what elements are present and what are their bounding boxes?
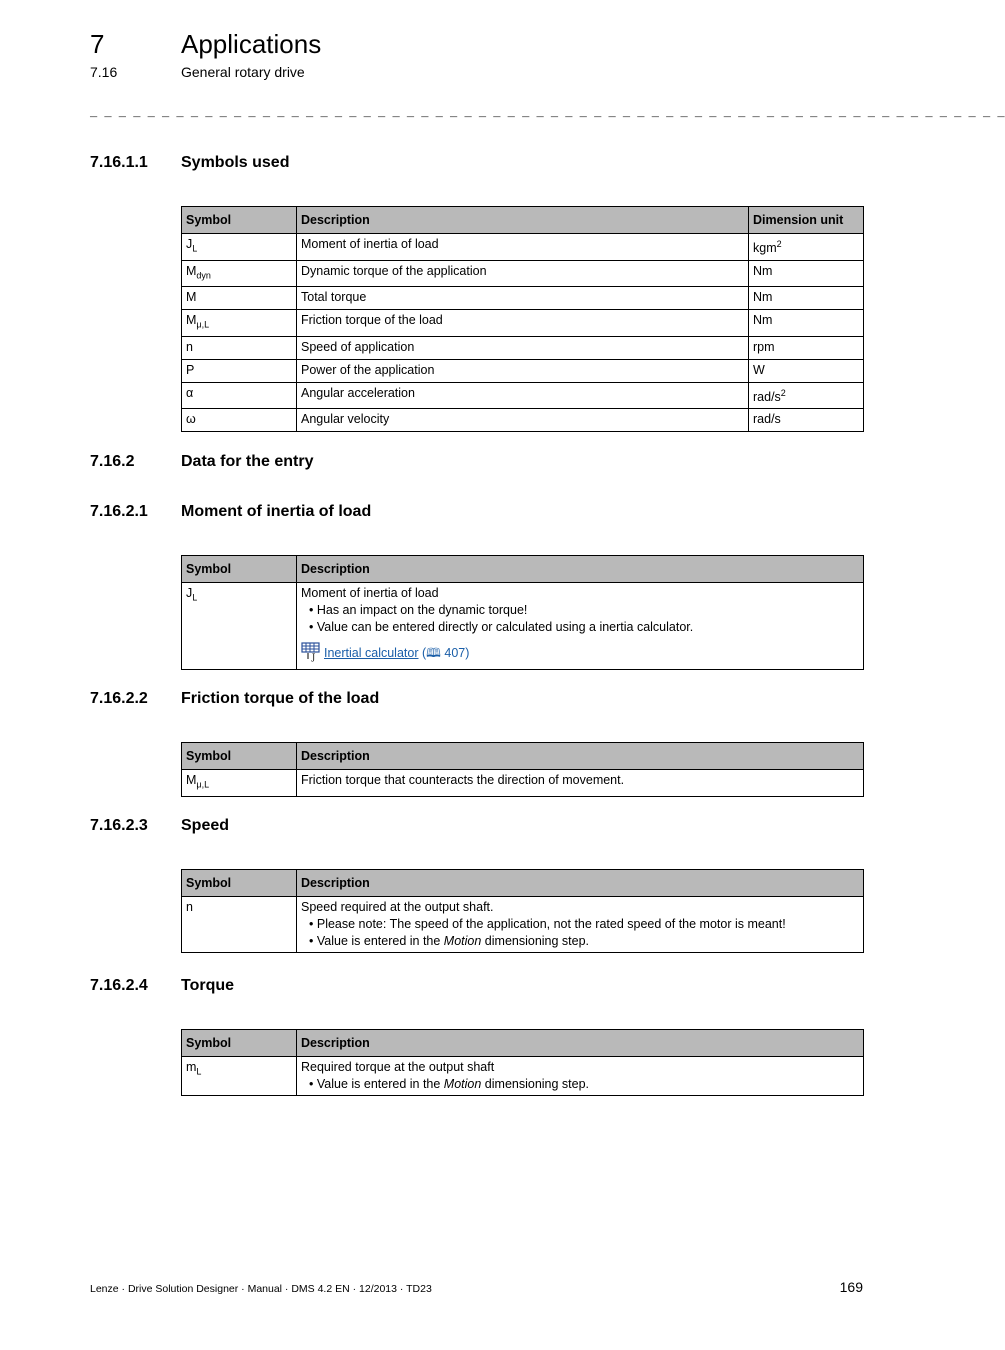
table-row <box>182 287 864 310</box>
description-cell: Friction torque that counteracts the direction of movement. <box>297 770 864 797</box>
footer-text: Lenze · Drive Solution Designer · Manual · DMS 4.2 EN · 12/2013 · TD23 <box>90 1283 432 1295</box>
symbol-cell: M <box>182 287 297 310</box>
friction-table <box>181 742 864 797</box>
column-header-symbol: Symbol <box>182 207 297 234</box>
table-row <box>182 234 864 261</box>
heading-inertia: Moment of inertia of load <box>181 503 372 520</box>
description-cell: Dynamic torque of the application <box>297 260 749 287</box>
bullet-list <box>301 916 859 950</box>
symbol-cell: $J_L$ <box>182 234 297 261</box>
column-header-description: Description <box>297 743 864 770</box>
column-header-description: Description <box>297 207 749 234</box>
unit-cell: rad/$s^2$ <box>749 382 864 408</box>
heading-number-speed: 7.16.2.3 <box>90 817 148 834</box>
description-cell: Angular velocity <box>297 408 749 431</box>
bullet-list <box>301 1076 859 1093</box>
header-rule: _ _ _ _ _ _ _ _ _ _ _ _ _ _ _ _ _ _ _ _ _ _ _ _ _ _ _ _ _ _ _ _ _ _ _ _ _ _ _ _ _ _ _ _ _ _ _ _ _ _ _ _ _ _ _ _ _ _ _ _ _ _ _ _ <box>90 106 1005 120</box>
table-row <box>182 260 864 287</box>
description-cell <box>297 1057 864 1096</box>
bullet-list <box>301 602 859 636</box>
description-cell <box>297 583 864 670</box>
unit-cell: kgm$^2$ <box>749 234 864 261</box>
heading-data-entry: Data for the entry <box>181 453 314 470</box>
speed-table <box>181 869 864 953</box>
table-header-row <box>182 743 864 770</box>
description-cell: Total torque <box>297 287 749 310</box>
description-cell: Power of the application <box>297 359 749 382</box>
book-icon: 🕮 <box>426 646 441 660</box>
column-header-description: Description <box>297 870 864 897</box>
unit-cell: Nm <box>749 310 864 337</box>
description-cell: Speed of application <box>297 336 749 359</box>
column-header-description: Description <box>297 556 864 583</box>
section-number: 7.16 <box>90 64 118 80</box>
chapter-title: Applications <box>181 29 322 59</box>
table-header-row <box>182 870 864 897</box>
description-cell: Moment of inertia of load <box>297 234 749 261</box>
heading-symbols-used: Symbols used <box>181 154 290 171</box>
inertial-calculator-link[interactable]: Inertial calculator <box>324 646 419 660</box>
unit-cell: rad/s <box>749 408 864 431</box>
table-row <box>182 336 864 359</box>
heading-number-symbols-used: 7.16.1.1 <box>90 154 148 171</box>
torque-table <box>181 1029 864 1096</box>
column-header-symbol: Symbol <box>182 1030 297 1057</box>
list-item: • Please note: The speed of the application, not the rated speed of the motor is meant! <box>309 916 859 933</box>
description-cell: Friction torque of the load <box>297 310 749 337</box>
svg-text:J: J <box>312 652 316 662</box>
inertia-link-line <box>301 642 859 665</box>
heading-number-data-entry: 7.16.2 <box>90 453 135 470</box>
description-cell: Angular acceleration <box>297 382 749 408</box>
heading-number-inertia: 7.16.2.1 <box>90 503 148 520</box>
column-header-dimension-unit: Dimension unit <box>749 207 864 234</box>
page-reference[interactable]: (🕮 407) <box>421 646 470 660</box>
table-row <box>182 897 864 953</box>
chapter-number: 7 <box>90 29 105 59</box>
table-row <box>182 408 864 431</box>
unit-cell: W <box>749 359 864 382</box>
heading-number-friction: 7.16.2.2 <box>90 690 148 707</box>
description-text: Speed required at the output shaft. <box>301 900 494 914</box>
section-title: General rotary drive <box>181 64 305 80</box>
table-header-row <box>182 1030 864 1057</box>
table-row <box>182 382 864 408</box>
column-header-symbol: Symbol <box>182 870 297 897</box>
heading-torque: Torque <box>181 977 235 994</box>
table-row <box>182 1057 864 1096</box>
symbol-cell: ω <box>182 408 297 431</box>
list-item: • Value can be entered directly or calculated using a inertia calculator. <box>309 619 859 636</box>
symbol-cell: P <box>182 359 297 382</box>
symbol-cell: $J_L$ <box>182 583 297 670</box>
table-row <box>182 770 864 797</box>
symbols-table <box>181 206 864 432</box>
unit-cell: Nm <box>749 260 864 287</box>
symbol-cell: n <box>182 897 297 953</box>
symbol-cell: $M_{\mu,L}$ <box>182 770 297 797</box>
inertia-calculator-icon <box>301 642 321 665</box>
description-text: Required torque at the output shaft <box>301 1060 495 1074</box>
symbol-cell: $m_L$ <box>182 1057 297 1096</box>
column-header-symbol: Symbol <box>182 743 297 770</box>
list-item: • Value is entered in the Motion dimensioning step. <box>309 933 859 950</box>
symbol-cell: α <box>182 382 297 408</box>
table-header-row <box>182 207 864 234</box>
unit-cell: rpm <box>749 336 864 359</box>
table-row <box>182 583 864 670</box>
heading-friction: Friction torque of the load <box>181 690 380 707</box>
unit-cell: Nm <box>749 287 864 310</box>
page-number: 169 <box>839 1279 863 1295</box>
symbol-cell: n <box>182 336 297 359</box>
column-header-symbol: Symbol <box>182 556 297 583</box>
symbol-cell: $M_{\mu,L}$ <box>182 310 297 337</box>
symbol-cell: $M_{dyn}$ <box>182 260 297 287</box>
description-text: Moment of inertia of load <box>301 586 439 600</box>
heading-number-torque: 7.16.2.4 <box>90 977 148 994</box>
list-item: • Value is entered in the Motion dimensioning step. <box>309 1076 859 1093</box>
description-cell <box>297 897 864 953</box>
inertia-table <box>181 555 864 670</box>
column-header-description: Description <box>297 1030 864 1057</box>
heading-speed: Speed <box>181 817 230 834</box>
list-item: • Has an impact on the dynamic torque! <box>309 602 859 619</box>
table-row <box>182 359 864 382</box>
table-row <box>182 310 864 337</box>
table-header-row <box>182 556 864 583</box>
